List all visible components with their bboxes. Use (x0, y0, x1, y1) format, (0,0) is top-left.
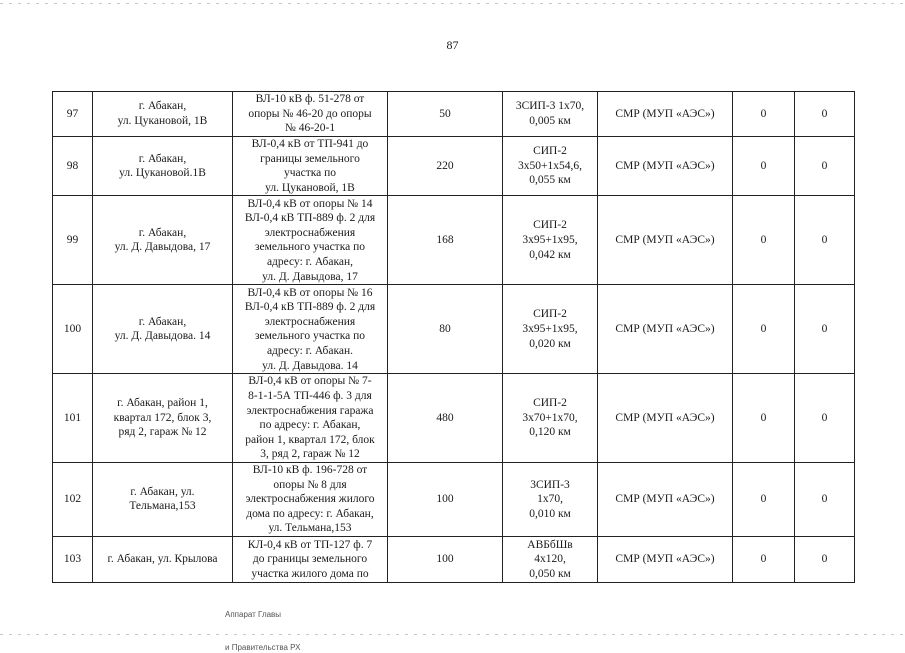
value-2-cell: 0 (795, 462, 855, 536)
description-cell: ВЛ-0,4 кВ от опоры № 16 ВЛ-0,4 кВ ТП-889 ф. 2 для электроснабжения земельного участка по адресу: г. Абакан. ул. Д. Давыдова. 14 (233, 285, 388, 374)
row-number: 101 (53, 374, 93, 463)
stamp-line-2: и Правительства РХ (225, 643, 301, 652)
value-2-cell: 0 (795, 536, 855, 582)
value-1-cell: 0 (733, 196, 795, 285)
value-1-cell: 0 (733, 462, 795, 536)
cable-cell: СИП-2 3х95+1х95, 0,020 км (503, 285, 598, 374)
value-2-cell: 0 (795, 285, 855, 374)
value-2-cell: 0 (795, 92, 855, 137)
table-row (53, 462, 855, 536)
table-row (53, 374, 855, 463)
row-number: 103 (53, 536, 93, 582)
address-cell: г. Абакан, ул. Крылова (93, 536, 233, 582)
value-2-cell: 0 (795, 374, 855, 463)
description-cell: ВЛ-0,4 кВ от опоры № 14 ВЛ-0,4 кВ ТП-889 ф. 2 для электроснабжения земельного участка по адресу: г. Абакан, ул. Д. Давыдова, 17 (233, 196, 388, 285)
value-1-cell: 0 (733, 137, 795, 196)
row-number: 99 (53, 196, 93, 285)
work-type-cell: СМР (МУП «АЭС») (598, 285, 733, 374)
address-cell: г. Абакан, ул. Д. Давыдова. 14 (93, 285, 233, 374)
table-row (53, 137, 855, 196)
row-number: 97 (53, 92, 93, 137)
cable-cell: СИП-2 3х70+1х70, 0,120 км (503, 374, 598, 463)
row-number: 100 (53, 285, 93, 374)
value-1-cell: 0 (733, 92, 795, 137)
length-cell: 50 (388, 92, 503, 137)
address-cell: г. Абакан, район 1, квартал 172, блок 3, ряд 2, гараж № 12 (93, 374, 233, 463)
description-cell: ВЛ-0,4 кВ от опоры № 7- 8-1-1-5А ТП-446 ф. 3 для электроснабжения гаража по адресу: г. Абакан, район 1, квартал 172, блок 3, ряд 2, гараж № 12 (233, 374, 388, 463)
works-table (52, 91, 855, 583)
cable-cell: 3СИП-3 1х70, 0,010 км (503, 462, 598, 536)
description-cell: КЛ-0,4 кВ от ТП-127 ф. 7 до границы земельного участка жилого дома по (233, 536, 388, 582)
value-2-cell: 0 (795, 137, 855, 196)
address-cell: г. Абакан, ул. Тельмана,153 (93, 462, 233, 536)
office-stamp (225, 598, 300, 653)
cable-cell: АВБбШв 4х120, 0,050 км (503, 536, 598, 582)
length-cell: 168 (388, 196, 503, 285)
length-cell: 100 (388, 462, 503, 536)
work-type-cell: СМР (МУП «АЭС») (598, 137, 733, 196)
table-row (53, 536, 855, 582)
work-type-cell: СМР (МУП «АЭС») (598, 92, 733, 137)
length-cell: 480 (388, 374, 503, 463)
value-1-cell: 0 (733, 285, 795, 374)
work-type-cell: СМР (МУП «АЭС») (598, 374, 733, 463)
value-1-cell: 0 (733, 536, 795, 582)
table-row (53, 92, 855, 137)
description-cell: ВЛ-0,4 кВ от ТП-941 до границы земельного участка по ул. Цукановой, 1В (233, 137, 388, 196)
description-cell: ВЛ-10 кВ ф. 196-728 от опоры № 8 для электроснабжения жилого дома по адресу: г. Абакан, ул. Тельмана,153 (233, 462, 388, 536)
page-number: 87 (446, 38, 459, 52)
row-number: 102 (53, 462, 93, 536)
work-type-cell: СМР (МУП «АЭС») (598, 462, 733, 536)
scan-artifact-top (0, 3, 905, 4)
address-cell: г. Абакан, ул. Цукановой, 1В (93, 92, 233, 137)
length-cell: 220 (388, 137, 503, 196)
work-type-cell: СМР (МУП «АЭС») (598, 536, 733, 582)
length-cell: 80 (388, 285, 503, 374)
work-type-cell: СМР (МУП «АЭС») (598, 196, 733, 285)
table-row (53, 285, 855, 374)
row-number: 98 (53, 137, 93, 196)
cable-cell: 3СИП-3 1х70, 0,005 км (503, 92, 598, 137)
table-row (53, 196, 855, 285)
address-cell: г. Абакан, ул. Цукановой.1В (93, 137, 233, 196)
length-cell: 100 (388, 536, 503, 582)
scan-artifact-bottom (0, 634, 905, 635)
value-2-cell: 0 (795, 196, 855, 285)
address-cell: г. Абакан, ул. Д. Давыдова, 17 (93, 196, 233, 285)
stamp-line-1: Аппарат Главы (225, 610, 282, 619)
cable-cell: СИП-2 3х50+1х54,6, 0,055 км (503, 137, 598, 196)
cable-cell: СИП-2 3х95+1х95, 0,042 км (503, 196, 598, 285)
value-1-cell: 0 (733, 374, 795, 463)
description-cell: ВЛ-10 кВ ф. 51-278 от опоры № 46-20 до опоры № 46-20-1 (233, 92, 388, 137)
